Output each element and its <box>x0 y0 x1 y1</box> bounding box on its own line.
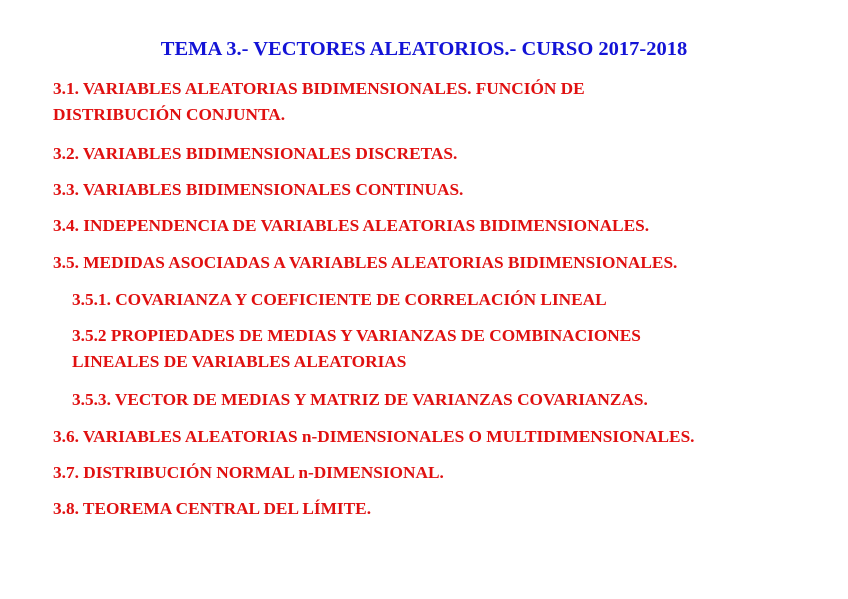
toc-item-3-5: 3.5. MEDIDAS ASOCIADAS A VARIABLES ALEATORIAS BIDIMENSIONALES. <box>53 253 678 272</box>
toc-item-3-6: 3.6. VARIABLES ALEATORIAS n-DIMENSIONALES O MULTIDIMENSIONALES. <box>53 427 695 446</box>
toc-item-3-7: 3.7. DISTRIBUCIÓN NORMAL n-DIMENSIONAL. <box>53 463 444 482</box>
toc-item-3-5-2-line-2: LINEALES DE VARIABLES ALEATORIAS <box>72 352 407 371</box>
toc-item-3-1-line-2: DISTRIBUCIÓN CONJUNTA. <box>53 105 286 124</box>
toc-item-3-5-3: 3.5.3. VECTOR DE MEDIAS Y MATRIZ DE VARIANZAS COVARIANZAS. <box>72 390 648 409</box>
toc-item-3-1-line-1: 3.1. VARIABLES ALEATORIAS BIDIMENSIONALES. FUNCIÓN DE <box>53 79 585 98</box>
page-title: TEMA 3.- VECTORES ALEATORIOS.- CURSO 2017-2018 <box>160 38 688 60</box>
toc-item-3-2: 3.2. VARIABLES BIDIMENSIONALES DISCRETAS. <box>53 144 458 163</box>
toc-item-3-5-1: 3.5.1. COVARIANZA Y COEFICIENTE DE CORRELACIÓN LINEAL <box>72 290 607 309</box>
toc-item-3-5-2-line-1: 3.5.2 PROPIEDADES DE MEDIAS Y VARIANZAS DE COMBINACIONES <box>72 326 641 345</box>
toc-item-3-8: 3.8. TEOREMA CENTRAL DEL LÍMITE. <box>53 499 372 518</box>
toc-item-3-3: 3.3. VARIABLES BIDIMENSIONALES CONTINUAS. <box>53 180 464 199</box>
toc-item-3-4: 3.4. INDEPENDENCIA DE VARIABLES ALEATORIAS BIDIMENSIONALES. <box>53 216 650 235</box>
